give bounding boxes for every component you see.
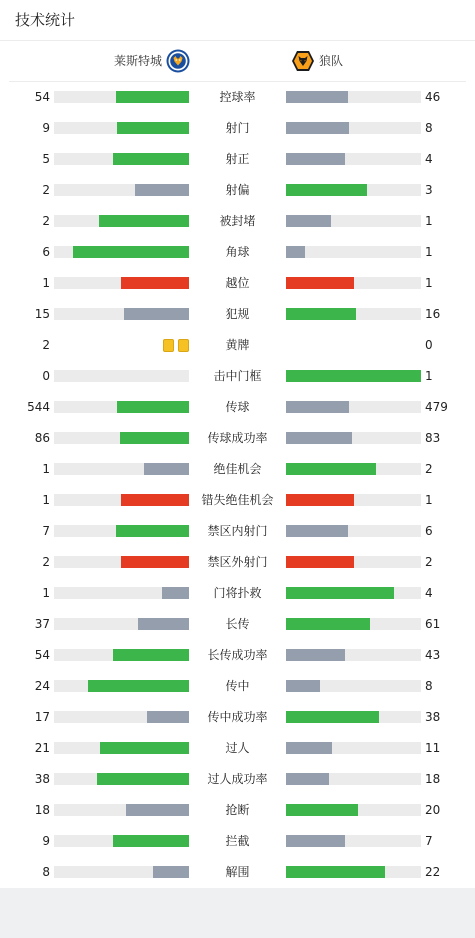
away-bar-fill [286, 556, 354, 568]
away-bar-track [286, 525, 421, 537]
stat-row [0, 113, 475, 144]
stat-row [0, 175, 475, 206]
away-bar-fill [286, 649, 345, 661]
away-bar-fill [286, 494, 354, 506]
home-bar-fill [138, 618, 189, 630]
away-bar-fill [286, 91, 348, 103]
leicester-crest-icon [166, 49, 190, 73]
stat-label: 角球 [225, 245, 250, 259]
away-team-name: 狼队 [319, 54, 344, 68]
home-value: 54 [34, 90, 50, 104]
home-bar-fill [144, 463, 189, 475]
stats-list [0, 82, 475, 888]
stat-label: 长传成功率 [207, 648, 268, 662]
away-bar-fill [286, 587, 394, 599]
home-bar-track [54, 742, 189, 754]
home-bar-track [54, 680, 189, 692]
away-value: 46 [425, 90, 441, 104]
stat-row [0, 702, 475, 733]
stat-row [0, 330, 475, 361]
stat-row [0, 795, 475, 826]
away-bar-fill [286, 401, 349, 413]
stat-label: 过人 [225, 741, 250, 755]
home-value: 7 [42, 524, 50, 538]
yellow-card-icon [163, 339, 174, 352]
away-value: 7 [425, 834, 433, 848]
stat-label: 错失绝佳机会 [201, 493, 274, 507]
home-bar-track [54, 835, 189, 847]
away-bar-fill [286, 711, 379, 723]
home-bar-fill [116, 91, 189, 103]
away-bar-track [286, 184, 421, 196]
home-value: 6 [42, 245, 50, 259]
stat-label: 拦截 [225, 834, 250, 848]
stat-label: 解围 [225, 865, 250, 879]
away-value: 8 [425, 679, 433, 693]
stat-row [0, 392, 475, 423]
home-value: 54 [34, 648, 50, 662]
home-bar-fill [99, 215, 189, 227]
home-value: 24 [34, 679, 50, 693]
stat-row [0, 423, 475, 454]
away-bar-track [286, 773, 421, 785]
away-value: 20 [425, 803, 441, 817]
away-value: 1 [425, 276, 433, 290]
home-bar-track [54, 401, 189, 413]
home-value: 15 [34, 307, 50, 321]
away-value: 43 [425, 648, 441, 662]
home-bar-fill [88, 680, 189, 692]
away-bar-fill [286, 308, 356, 320]
stat-row [0, 268, 475, 299]
away-value: 11 [425, 741, 441, 755]
away-value: 4 [425, 152, 433, 166]
home-bar-track [54, 91, 189, 103]
stat-row [0, 547, 475, 578]
stat-row [0, 82, 475, 113]
away-bar-track [286, 153, 421, 165]
stat-label: 传中 [225, 679, 250, 693]
home-bar-track [54, 153, 189, 165]
home-team-name: 莱斯特城 [113, 54, 162, 68]
away-bar-fill [286, 804, 358, 816]
home-bar-fill [97, 773, 189, 785]
away-bar-track [286, 587, 421, 599]
stat-row [0, 237, 475, 268]
stat-row [0, 454, 475, 485]
stat-label: 长传 [225, 617, 250, 631]
away-value: 1 [425, 214, 433, 228]
home-yellow-cards [163, 339, 189, 352]
home-value: 2 [42, 555, 50, 569]
stat-row [0, 485, 475, 516]
home-bar-fill [117, 122, 189, 134]
away-bar-track [286, 711, 421, 723]
stat-row [0, 299, 475, 330]
stat-label: 禁区外射门 [207, 555, 268, 569]
away-bar-fill [286, 680, 320, 692]
home-value: 1 [42, 462, 50, 476]
home-bar-fill [116, 525, 189, 537]
home-bar-track [54, 215, 189, 227]
away-bar-fill [286, 215, 331, 227]
away-bar-fill [286, 370, 421, 382]
away-bar-track [286, 370, 421, 382]
home-bar-track [54, 711, 189, 723]
away-bar-track [286, 649, 421, 661]
home-value: 9 [42, 121, 50, 135]
home-bar-fill [100, 742, 189, 754]
away-value: 3 [425, 183, 433, 197]
stat-label: 射正 [225, 152, 250, 166]
stat-label: 传球 [225, 400, 250, 414]
away-bar-track [286, 742, 421, 754]
home-bar-fill [121, 556, 189, 568]
home-bar-fill [135, 184, 189, 196]
away-value: 83 [425, 431, 441, 445]
away-value: 38 [425, 710, 441, 724]
stat-label: 越位 [225, 276, 250, 290]
away-bar-track [286, 866, 421, 878]
away-value: 6 [425, 524, 433, 538]
home-value: 37 [34, 617, 50, 631]
stat-label: 黄牌 [225, 338, 250, 352]
home-value: 5 [42, 152, 50, 166]
home-value: 21 [34, 741, 50, 755]
home-bar-track [54, 463, 189, 475]
away-value: 0 [425, 338, 433, 352]
away-value: 479 [425, 400, 448, 414]
stat-label: 被封堵 [219, 214, 256, 228]
home-value: 38 [34, 772, 50, 786]
away-value: 1 [425, 245, 433, 259]
wolves-crest-icon [291, 49, 315, 73]
stat-row [0, 578, 475, 609]
away-bar-fill [286, 866, 385, 878]
stat-label: 犯规 [225, 307, 250, 321]
stat-label: 绝佳机会 [213, 462, 262, 476]
away-bar-track [286, 680, 421, 692]
teams-header [0, 41, 475, 81]
away-bar-track [286, 91, 421, 103]
stat-label: 禁区内射门 [207, 524, 268, 538]
home-bar-track [54, 308, 189, 320]
away-bar-fill [286, 153, 345, 165]
stat-row [0, 516, 475, 547]
away-bar-track [286, 432, 421, 444]
stat-row [0, 609, 475, 640]
home-bar-fill [147, 711, 189, 723]
away-value: 22 [425, 865, 441, 879]
home-bar-track [54, 649, 189, 661]
home-bar-track [54, 432, 189, 444]
home-bar-fill [126, 804, 189, 816]
away-bar-track [286, 215, 421, 227]
home-bar-track [54, 587, 189, 599]
away-bar-track [286, 835, 421, 847]
away-value: 1 [425, 369, 433, 383]
home-bar-fill [113, 153, 189, 165]
home-bar-fill [73, 246, 189, 258]
away-bar-track [286, 277, 421, 289]
away-value: 61 [425, 617, 441, 631]
away-bar-track [286, 463, 421, 475]
home-bar-fill [121, 277, 189, 289]
home-bar-fill [153, 866, 189, 878]
home-bar-fill [121, 494, 189, 506]
away-bar-track [286, 401, 421, 413]
home-bar-track [54, 525, 189, 537]
away-bar-fill [286, 835, 345, 847]
home-value: 1 [42, 493, 50, 507]
stat-row [0, 144, 475, 175]
away-bar-track [286, 618, 421, 630]
home-bar-track [54, 184, 189, 196]
home-bar-track [54, 773, 189, 785]
home-bar-fill [120, 432, 189, 444]
away-bar-fill [286, 246, 305, 258]
yellow-card-icon [178, 339, 189, 352]
home-bar-track [54, 804, 189, 816]
stat-row [0, 826, 475, 857]
away-bar-fill [286, 773, 329, 785]
away-value: 4 [425, 586, 433, 600]
stat-label: 射门 [225, 121, 250, 135]
stat-label: 过人成功率 [207, 772, 268, 786]
away-bar-track [286, 804, 421, 816]
stat-row [0, 671, 475, 702]
home-bar-track [54, 122, 189, 134]
away-value: 2 [425, 462, 433, 476]
home-value: 1 [42, 586, 50, 600]
away-bar-track [286, 122, 421, 134]
stat-row [0, 361, 475, 392]
home-bar-track [54, 370, 189, 382]
home-bar-fill [117, 401, 189, 413]
away-bar-track [286, 494, 421, 506]
home-value: 2 [42, 183, 50, 197]
home-value: 86 [34, 431, 50, 445]
home-value: 9 [42, 834, 50, 848]
stat-label: 击中门框 [213, 369, 262, 383]
home-bar-track [54, 494, 189, 506]
away-bar-fill [286, 277, 354, 289]
away-bar-fill [286, 432, 352, 444]
away-bar-track [286, 308, 421, 320]
home-bar-track [54, 618, 189, 630]
home-value: 544 [27, 400, 50, 414]
home-value: 1 [42, 276, 50, 290]
home-value: 8 [42, 865, 50, 879]
stat-row [0, 733, 475, 764]
home-bar-fill [113, 649, 189, 661]
away-bar-fill [286, 184, 367, 196]
stat-row [0, 857, 475, 888]
stat-row [0, 206, 475, 237]
stat-label: 传中成功率 [207, 710, 268, 724]
stat-label: 控球率 [219, 90, 256, 104]
away-value: 18 [425, 772, 441, 786]
away-bar-track [286, 246, 421, 258]
home-value: 0 [42, 369, 50, 383]
home-bar-track [54, 246, 189, 258]
home-bar-fill [124, 308, 189, 320]
away-team[interactable] [291, 50, 343, 72]
away-bar-fill [286, 618, 370, 630]
away-value: 1 [425, 493, 433, 507]
stat-label: 门将扑救 [213, 586, 262, 600]
away-value: 2 [425, 555, 433, 569]
stat-row [0, 764, 475, 795]
away-value: 8 [425, 121, 433, 135]
stat-row [0, 640, 475, 671]
home-bar-track [54, 866, 189, 878]
away-bar-fill [286, 122, 349, 134]
home-bar-fill [113, 835, 189, 847]
away-bar-fill [286, 742, 332, 754]
away-value: 16 [425, 307, 441, 321]
stat-label: 传球成功率 [207, 431, 268, 445]
home-value: 2 [42, 214, 50, 228]
home-value: 18 [34, 803, 50, 817]
home-value: 17 [34, 710, 50, 724]
away-bar-fill [286, 463, 376, 475]
away-bar-track [286, 556, 421, 568]
home-team[interactable] [114, 50, 190, 72]
page-title: 技术统计 [15, 11, 76, 29]
stat-label: 抢断 [225, 803, 250, 817]
stat-label: 射偏 [225, 183, 250, 197]
away-bar-fill [286, 525, 348, 537]
home-bar-track [54, 556, 189, 568]
home-bar-fill [162, 587, 189, 599]
home-bar-track [54, 277, 189, 289]
home-value: 2 [42, 338, 50, 352]
